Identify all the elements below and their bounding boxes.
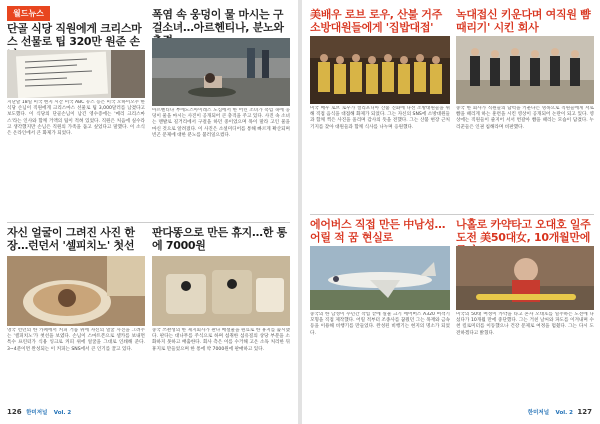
kayak-photo <box>456 246 594 310</box>
article-body: 지난달 18일 미국 현지 시간 미국 ABC 뉴스 등은 미국 오하이오주 한 식당 손님이 직원에게 크리스마스 선물로 팁 3,000달러를 남겼다고 보도했다. 이 식당의 단골손님이 남긴 영수증에는 '메리 크리스마스'라는 인사와 함께 거액의 팁이 적혀 있었다. 직원은 처음에 실수라고 생각했지만 손님은 직원의 가족을 돕고 싶었다고 말했다. 이 소식은 온라인에서 큰 화제가 되었다. <box>7 100 145 137</box>
tissue-photo <box>152 256 290 326</box>
article-body: 영국 런던의 한 카페에서 커피 거품 위에 자신의 얼굴 사진을 그려주는 '셀피치노'가 첫선을 보였다. 손님이 스마트폰으로 셀카를 보내면 특수 프린터가 식용 잉크로 커피 위에 얼굴을 그대로 인쇄해 준다. 3~4분이면 완성되는 이 커피는 SNS에서 큰 인기를 끌고 있다. <box>7 328 145 352</box>
article-headline: 단골 식당 직원에게 크리스마스 선물로 팁 320만 원준 손 <box>7 22 142 48</box>
coffee-photo <box>7 256 145 326</box>
issue-number: Vol. 2 <box>53 410 72 416</box>
article-body: 중국 한 회사가 직원들의 담력을 키운다는 명목으로 직원들에게 서로 뺨을 때리게 하는 훈련을 시킨 영상이 공개되어 논란이 되고 있다. 영상에는 직원들이 줄지어 서서 번갈아 뺨을 때리는 모습이 담겼다. 누리꾼들은 인권 침해라며 비판했다. <box>456 106 594 130</box>
firefighters-photo <box>310 36 450 104</box>
street-image <box>152 38 290 106</box>
office-image <box>456 36 594 104</box>
kayak-image <box>456 246 594 310</box>
article-slap-training <box>456 8 594 34</box>
tissue-image <box>152 256 290 326</box>
divider <box>310 214 594 215</box>
left-page <box>0 0 298 424</box>
article-headline: 나홀로 카약타고 오대호 일주도전 美50대女, 10개월만에 <box>456 218 591 244</box>
article-headline: 에어버스 직접 만든 中남성…어릴 적 꿈 현실로 <box>310 218 446 244</box>
divider <box>7 222 290 223</box>
article-body: 미국의 50대 여성이 카약을 타고 혼자 오대호를 일주하는 도전에 나섰다가 10개월 만에 중단했다. 그는 거친 날씨와 파도를 이겨내며 수천 킬로미터를 이동했으나 건강 문제로 여정을 멈췄다. 그는 다시 도전하겠다고 밝혔다. <box>456 312 594 336</box>
magazine-name: 한미저널 <box>527 410 550 416</box>
page-number: 126 <box>7 408 22 416</box>
page-footer <box>7 408 73 416</box>
right-page <box>302 0 600 424</box>
section-tag: 월드뉴스 <box>7 6 50 21</box>
article-body: 미국 배우 로브 로우가 캘리포니아 산불 진화에 나선 소방대원들을 위해 직접 음식을 대접해 화제가 되었다. 그는 자신의 SNS에 소방대원들과 함께 찍은 사진을 올리며 감사의 뜻을 전했다. 그는 산불 현장 근처 기지를 찾아 대원들과 함께 식사를 나누며 응원했다. <box>310 106 450 130</box>
article-headline: 녹대접신 키운다며 여직원 뺨때리기' 시킨 회사 <box>456 8 591 34</box>
article-headline: 자신 얼굴이 그려진 사진 한장…런던서 '셀피치노' 첫선 <box>7 226 135 252</box>
article-headline: 폭염 속 웅덩이 물 마시는 구걸소녀…아르헨티나, 분노와 <box>152 8 284 34</box>
article-body: 아르헨티나 부에노스아이레스 도심에서 한 어린 소녀가 폭염 속에 웅덩이 물을 마시는 사진이 공개되어 큰 충격을 주고 있다. 사진 속 소녀는 맨발로 길거리에서 구걸을 하던 중이었으며 목이 말라 고인 물을 마신 것으로 알려졌다. 이 사진은 소셜미디어를 통해 빠르게 확산되며 빈곤 문제에 대한 분노를 불러일으켰다. <box>152 108 290 138</box>
article-selfieccino <box>7 226 145 252</box>
article-body: 중국의 한 남성이 수년간 작업 끝에 실물 크기 에어버스 A320 여객기 모형을 직접 제작했다. 어릴 적부터 조종사를 꿈꿨던 그는 목재와 금속 등을 이용해 비행기를 만들었다. 완성된 비행기는 현지의 명소가 되었다. <box>310 312 450 336</box>
office-photo <box>456 36 594 104</box>
article-airbus <box>310 218 450 244</box>
receipt-image <box>7 50 145 98</box>
airplane-image <box>310 246 450 310</box>
article-headline: 판다똥으로 만든 휴지…한 통에 7000원 <box>152 226 287 252</box>
coffee-image <box>7 256 145 326</box>
receipt-photo <box>7 50 145 98</box>
article-body: 중국 쓰촨성의 한 제지회사가 판다 배설물을 원료로 한 휴지를 출시했다. 판다는 대나무를 주식으로 하며 섭취한 섬유질의 상당 부분을 소화하지 못하고 배출한다. 회사 측은 이를 수거해 고온 소독 처리한 뒤 휴지로 만들었으며 한 통에 약 7000원에 판매하고 있다. <box>152 328 290 352</box>
airplane-photo <box>310 246 450 310</box>
page-number: 127 <box>577 408 592 416</box>
article-rob-lowe <box>310 8 450 34</box>
article-panda-tissue <box>152 226 290 252</box>
page-footer <box>526 408 592 416</box>
firefighters-image <box>310 36 450 104</box>
issue-number: Vol. 2 <box>555 410 573 416</box>
article-headline: 美배우 로브 로우, 산불 거주 소방대원들에게 '집밥대접' <box>310 8 442 34</box>
magazine-name: 한미저널 <box>26 410 48 416</box>
street-photo <box>152 38 290 106</box>
